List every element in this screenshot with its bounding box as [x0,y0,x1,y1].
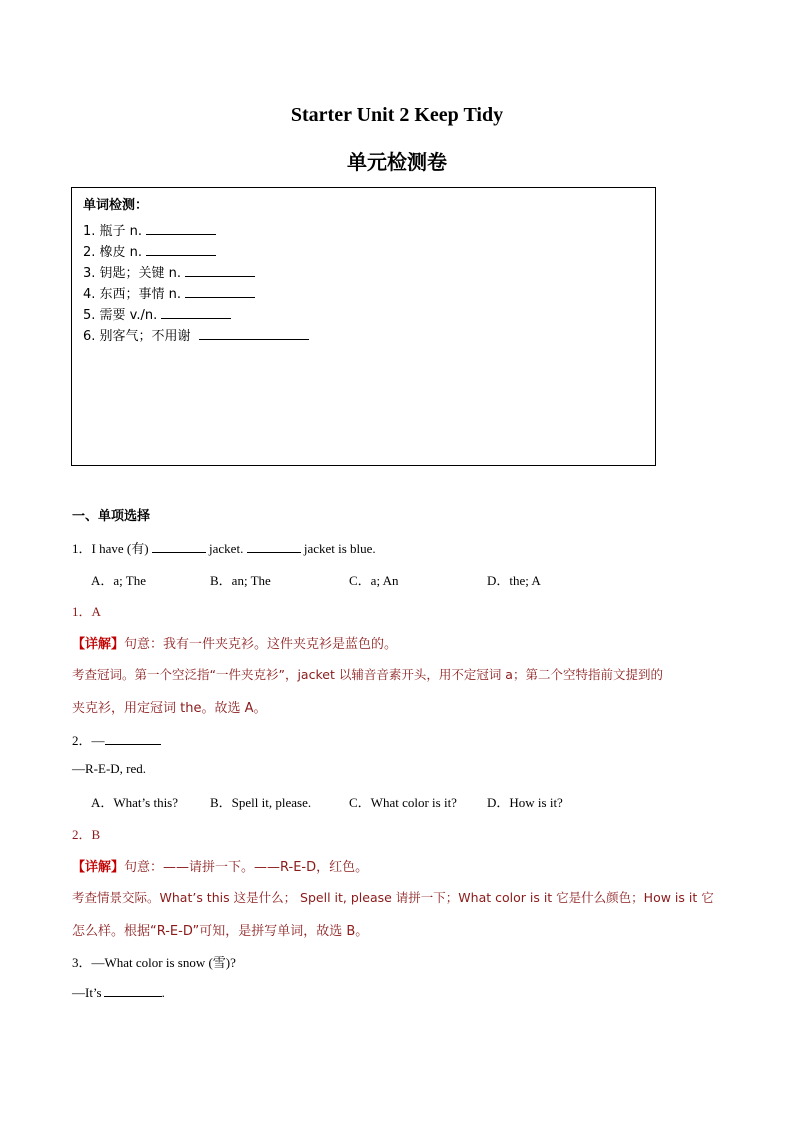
question-1-option-d[interactable]: D．the; A [487,573,541,588]
vocab-box [71,187,656,466]
question-2-explanation-1: 考查情景交际。What’s this 这是什么； Spell it, please 请拼一下；What color is it 它是什么颜色；How is it 它 [72,890,714,905]
question-3-stem: 3．—What color is snow (雪)? [72,955,236,970]
question-2-option-c[interactable]: C．What color is it? [349,795,457,810]
question-1-option-a[interactable]: A．a; The [91,573,146,588]
question-1-option-c[interactable]: C．a; An [349,573,399,588]
question-2-stem: 2．— [72,730,161,749]
vocab-item: 5. 需要 v./n. [83,304,231,323]
question-1-explanation-2: 夹克衫，用定冠词 the。故选 A。 [72,701,267,716]
question-2-option-b[interactable]: B．Spell it, please. [210,795,312,810]
question-2-stem-line-2: —R-E-D, red. [72,761,147,776]
question-1-option-b[interactable]: B．an; The [210,573,271,588]
question-1-detail: 【详解】句意：我有一件夹克衫。这件夹克衫是蓝色的。 [72,637,398,652]
question-1-explanation-1: 考查冠词。第一个空泛指“一件夹克衫”，jacket 以辅音音素开头，用不定冠词 a；第二个空特指前文提到的 [72,667,663,682]
question-2-explanation-2: 怎么样。根据“R-E-D”可知，是拼写单词，故选 B。 [72,924,369,939]
page-title: Starter Unit 2 Keep Tidy [290,104,504,126]
question-1-answer: 1．A [72,604,101,619]
question-2-detail: 【详解】句意：——请拼一下。——R-E-D，红色。 [72,860,369,875]
question-2-option-d[interactable]: D．How is it? [487,795,563,810]
question-1-stem: 1．I have (有) jacket. jacket is blue. [72,541,376,556]
vocab-item: 1. 瓶子 n. [83,220,216,239]
vocab-item: 2. 橡皮 n. [83,241,216,260]
vocab-item: 6. 别客气；不用谢 [83,325,309,344]
vocab-item: 3. 钥匙；关键 n. [83,262,255,281]
question-2-option-a[interactable]: A．What’s this? [91,795,179,810]
question-2-answer: 2．B [72,827,101,842]
vocab-heading: 单词检测： [83,198,149,213]
page-subtitle: 单元检测卷 [347,150,447,174]
vocab-item: 4. 东西；事情 n. [83,283,255,302]
question-3-stem-line-2: —It’s . [72,985,165,1000]
section-title: 一、单项选择 [72,509,151,524]
